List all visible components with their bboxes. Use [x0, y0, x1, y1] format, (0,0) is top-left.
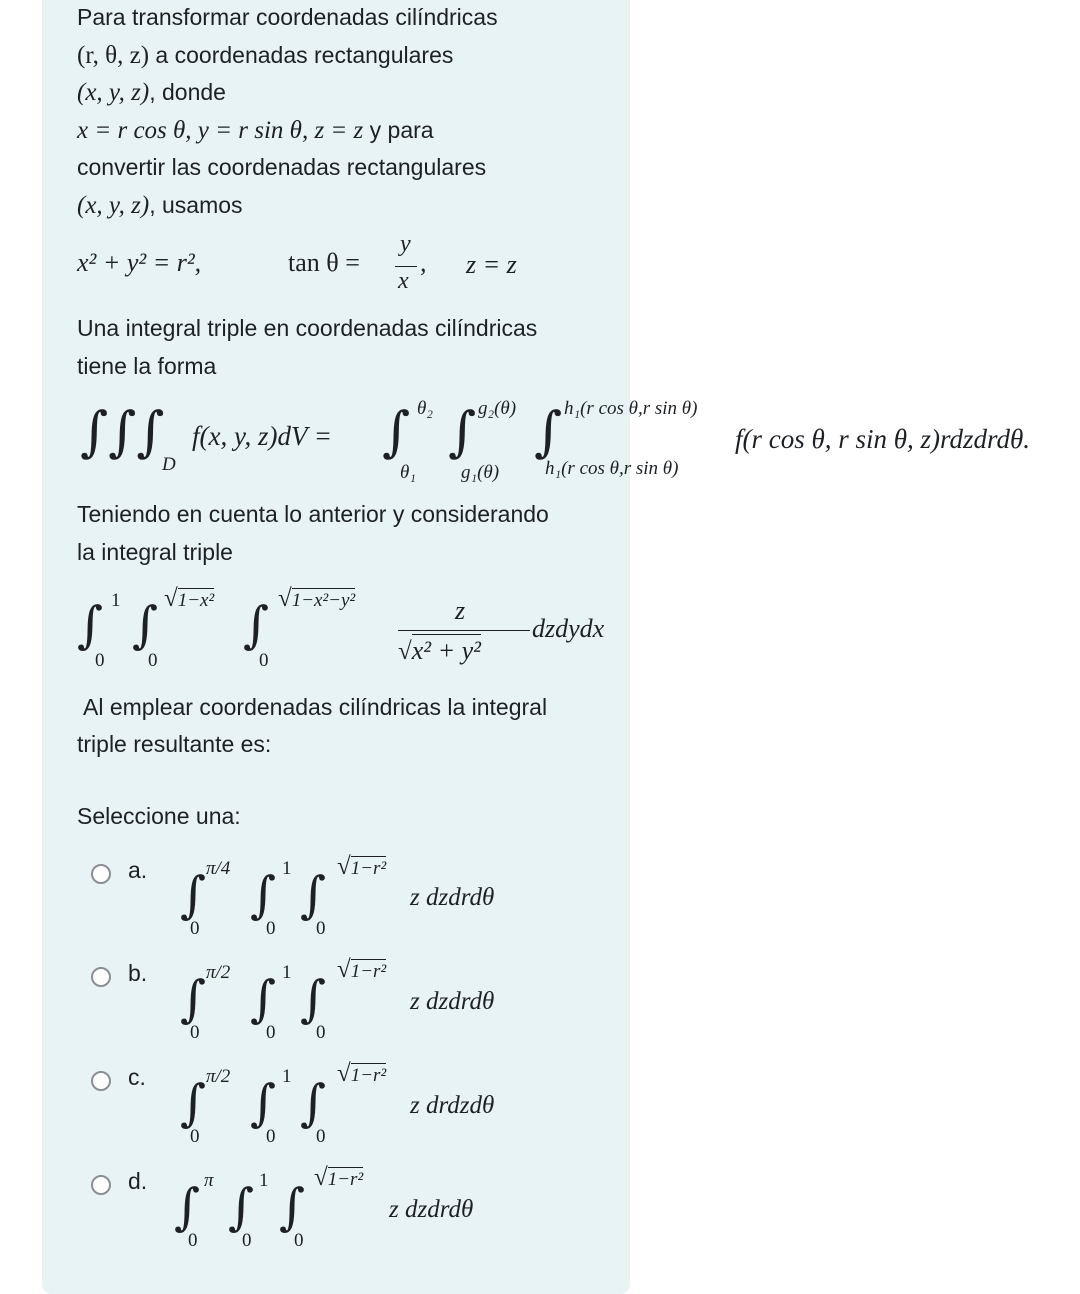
option-letter: b.: [128, 960, 148, 986]
upper-y: √1−x²: [164, 585, 215, 612]
lower-limit: 0: [294, 1230, 304, 1251]
intro-line-1: Para transformar coordenadas cilíndricas: [77, 4, 498, 30]
para3-line-2: la integral triple: [77, 539, 233, 565]
intro-line-6: (x, y, z), usamos: [77, 192, 243, 219]
lower-limit: 0: [266, 1126, 276, 1147]
lower-limit-1: θ₁: [400, 462, 416, 483]
upper-r: 1: [259, 1170, 269, 1191]
integral-sign: ∫: [300, 1074, 327, 1132]
comma: ,: [420, 248, 427, 277]
radio-option-a[interactable]: [91, 864, 111, 884]
integral-sign: ∫: [250, 866, 277, 924]
upper-z: √1−r²: [314, 1164, 364, 1191]
intro-line-5: convertir las coordenadas rectangulares: [77, 154, 487, 180]
upper-limit-2: g₂(θ): [478, 398, 517, 419]
integral-sign: ∫: [180, 1074, 207, 1132]
integral-sign-3: ∫: [534, 400, 563, 463]
integral-sign: ∫: [180, 866, 207, 924]
integral-sign: ∫: [250, 970, 277, 1028]
intro-line-3: (x, y, z), donde: [77, 79, 226, 106]
lower-limit: 0: [316, 1022, 326, 1043]
formula-tan: tan θ =: [288, 248, 360, 277]
lower-limit: 0: [188, 1230, 198, 1251]
lower-limit-2: g₁(θ): [461, 462, 500, 483]
integrand-differentials: dzdydx: [532, 614, 605, 643]
formula-polar-relation: x² + y² = r²,: [77, 248, 202, 277]
region-d: D: [162, 454, 176, 475]
integral-sign: ∫: [180, 970, 207, 1028]
formula-z: z = z: [466, 250, 517, 279]
lower-z: 0: [259, 650, 269, 671]
lower-limit: 0: [190, 1022, 200, 1043]
lower-limit-3: h₁(r cos θ,r sin θ): [545, 458, 679, 479]
para4-line-2: triple resultante es:: [77, 731, 272, 757]
upper-limit-1: θ₂: [417, 398, 433, 419]
math-rtz: (r, θ, z): [77, 42, 150, 69]
math-xyz-2: (x, y, z): [77, 192, 150, 219]
triple-integral-sign: ∫∫∫: [80, 400, 165, 463]
para2-line-2: tiene la forma: [77, 353, 217, 379]
lower-y: 0: [148, 650, 158, 671]
lower-limit: 0: [316, 918, 326, 939]
integral-sign: ∫: [250, 1074, 277, 1132]
radio-option-c[interactable]: [91, 1071, 111, 1091]
upper-theta: π/4: [206, 858, 231, 879]
radio-option-d[interactable]: [91, 1175, 111, 1195]
intro-line-2: (r, θ, z) a coordenadas rectangulares: [77, 42, 454, 69]
upper-theta: π/2: [206, 962, 231, 983]
integral-dx: ∫: [77, 596, 104, 654]
para4-line-1: Al emplear coordenadas cilíndricas la integral: [83, 694, 548, 720]
para3-line-1: Teniendo en cuenta lo anterior y considerando: [77, 501, 549, 527]
math-conversion: x = r cos θ, y = r sin θ, z = z: [77, 117, 364, 144]
integral-sign: ∫: [279, 1178, 306, 1236]
lower-limit: 0: [316, 1126, 326, 1147]
integral-sign: ∫: [300, 970, 327, 1028]
upper-z: √1−r²: [337, 853, 387, 880]
integrand-num: z: [455, 596, 466, 625]
integral-sign: ∫: [228, 1178, 255, 1236]
upper-limit-3: h₁(r cos θ,r sin θ): [564, 398, 698, 419]
upper-z: √1−r²: [337, 956, 387, 983]
radio-option-b[interactable]: [91, 967, 111, 987]
option-integrand: z dzdrdθ: [410, 884, 495, 911]
lhs-integrand: f(x, y, z)dV =: [192, 421, 332, 451]
option-integrand: z drdzdθ: [410, 1092, 495, 1119]
upper-theta: π: [204, 1170, 214, 1191]
upper-r: 1: [282, 858, 292, 879]
integrand-fraction-bar: [398, 630, 530, 631]
upper-theta: π/2: [206, 1066, 231, 1087]
integral-sign-1: ∫: [382, 400, 411, 463]
integrand-den: √x² + y²: [398, 636, 481, 665]
integral-dz: ∫: [243, 596, 270, 654]
integral-sign: ∫: [300, 866, 327, 924]
upper-r: 1: [282, 962, 292, 983]
option-letter: d.: [128, 1168, 148, 1194]
para2-line-1: Una integral triple en coordenadas cilíndricas: [77, 315, 538, 341]
upper-x: 1: [111, 590, 121, 611]
lower-limit: 0: [266, 1022, 276, 1043]
math-xyz: (x, y, z): [77, 79, 150, 106]
select-prompt: Seleccione una:: [77, 803, 241, 829]
intro-line-4: x = r cos θ, y = r sin θ, z = z y para: [77, 117, 434, 144]
upper-r: 1: [282, 1066, 292, 1087]
frac-num-y: y: [400, 231, 411, 257]
integral-sign-2: ∫: [448, 400, 477, 463]
cylindrical-integrand: f(r cos θ, r sin θ, z)rdzdrdθ.: [735, 424, 1031, 454]
lower-x: 0: [95, 650, 105, 671]
option-letter: c.: [128, 1064, 146, 1090]
upper-z: √1−x²−y²: [278, 585, 356, 612]
option-letter: a.: [128, 857, 148, 883]
integral-dy: ∫: [132, 596, 159, 654]
option-integrand: z dzdrdθ: [410, 988, 495, 1015]
fraction-bar: [395, 266, 417, 267]
upper-z: √1−r²: [337, 1060, 387, 1087]
integral-sign: ∫: [174, 1178, 201, 1236]
option-integrand: z dzdrdθ: [389, 1196, 474, 1223]
lower-limit: 0: [242, 1230, 252, 1251]
lower-limit: 0: [266, 918, 276, 939]
lower-limit: 0: [190, 1126, 200, 1147]
frac-den-x: x: [398, 268, 409, 294]
lower-limit: 0: [190, 918, 200, 939]
